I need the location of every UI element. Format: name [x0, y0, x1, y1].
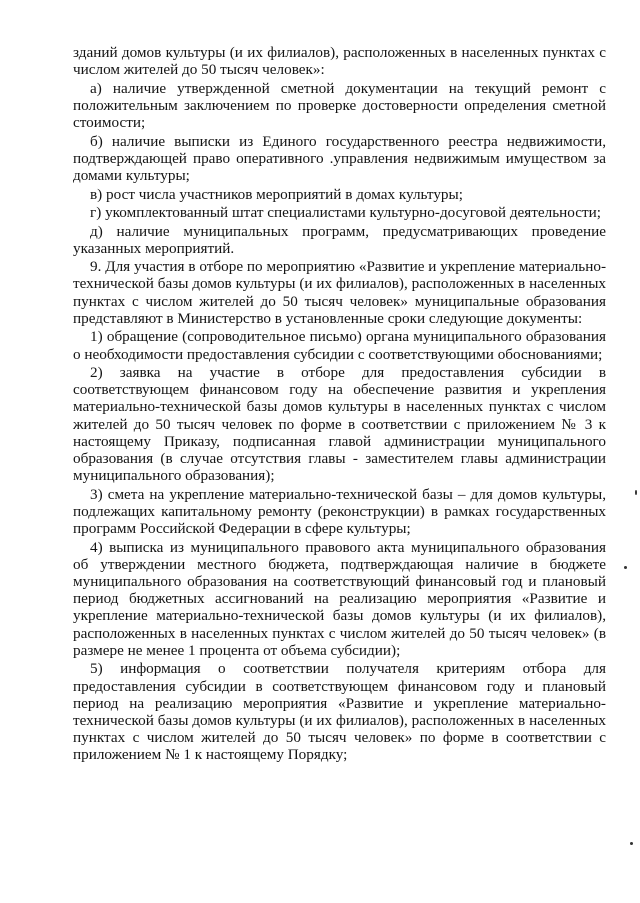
criterion-v: в) рост числа участников мероприятий в домах культуры;	[90, 185, 463, 203]
document-body	[73, 44, 606, 764]
criterion-b: б) наличие выписки из Единого государственного реестра недвижимости, подтверждающей право оперативного .управления недвижимым имуществом за домами культуры;	[73, 132, 606, 185]
clause-9: 9. Для участия в отборе по мероприятию «Развитие и укрепление материально-технической базы домов культуры (и их филиалов), расположенных в населенных пунктах с числом жителей до 50 тысяч человек» муниципальные образования представляют в Министерство в установленные сроки следующие документы:	[73, 258, 606, 327]
document-item-4: 4) выписка из муниципального правового акта муниципального образования об утверждении местного бюджета, подтверждающая наличие в бюджете муниципального образования на соответствующий финансовый год и плановый период бюджетных ассигнований на реализацию мероприятия «Развитие и укрепление материально-технической базы домов культуры (и их филиалов), расположенных в населенных пунктах с числом жителей до 50 тысяч человек» (в размере не менее 1 процента от объема субсидии);	[73, 538, 606, 659]
paragraph-continuation: зданий домов культуры (и их филиалов), расположенных в населенных пунктах с числом жителей до 50 тысяч человек»:	[73, 44, 606, 79]
document-item-2: 2) заявка на участие в отборе для предоставления субсидии в соответствующем финансовом году на обеспечение развития и укрепления материально-технической базы домов культуры в населенных пунктах с числом жителей до 50 тысяч человек по форме в соответствии с приложением № 3 к настоящему Приказу, подписанная главой администрации муниципального образования (в случае отсутствия главы - заместителем главы администрации муниципального образования);	[73, 364, 606, 485]
scan-speck	[624, 566, 627, 569]
scan-speck	[630, 842, 633, 845]
document-page	[0, 44, 640, 765]
document-item-3: 3) смета на укрепление материально-технической базы – для домов культуры, подлежащих капитальному ремонту (реконструкции) в рамках государственных программ Российской Федерации в сфере культуры;	[73, 485, 606, 538]
criterion-d: д) наличие муниципальных программ, предусматривающих проведение указанных мероприятий.	[73, 222, 606, 257]
document-item-5: 5) информация о соответствии получателя критериям отбора для предоставления субсидии в соответствующем финансовом году и плановый период на реализацию мероприятия «Развитие и укрепление материально-технической базы домов культуры (и их филиалов), расположенных в населенных пунктах с числом жителей до 50 тысяч человек» по форме в соответствии с приложением № 1 к настоящему Порядку;	[73, 660, 606, 764]
criterion-a: а) наличие утвержденной сметной документации на текущий ремонт с положительным заключением по проверке достоверности определения сметной стоимости;	[73, 79, 606, 132]
criterion-g: г) укомплектованный штат специалистами культурно-досуговой деятельности;	[90, 204, 601, 222]
scan-speck	[635, 490, 637, 495]
document-item-1: 1) обращение (сопроводительное письмо) органа муниципального образования о необходимости предоставления субсидии с соответствующими обоснованиями;	[73, 328, 606, 363]
